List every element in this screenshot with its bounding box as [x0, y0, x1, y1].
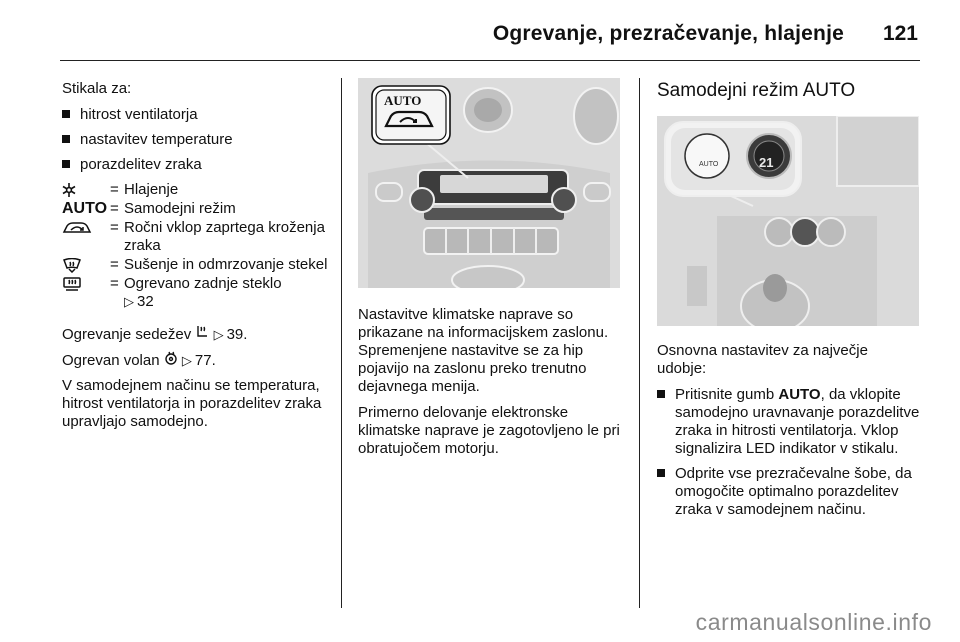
- page-header: [0, 0, 960, 62]
- recirculation-icon: [62, 219, 110, 237]
- controls-list: [62, 106, 334, 174]
- engine-paragraph: Primerno delovanje elektronske klimatske naprave je zagotovljeno le pri obratujočem motorju.: [358, 404, 620, 457]
- column-divider-1: [341, 78, 342, 608]
- rear-window-heat-icon: [62, 275, 110, 293]
- list-item: hitrost ventilatorja: [62, 106, 334, 124]
- column-left: [62, 80, 334, 431]
- heated-wheel-ref: Ogrevan volan ▷ 77.: [62, 352, 216, 369]
- auto-steps-list: [657, 386, 925, 519]
- list-item: porazdelitev zraka: [62, 156, 334, 174]
- list-item: Odprite vse prezračevalne šobe, da omogočite optimalno porazdelitev zraka v samodejnem načinu.: [657, 465, 925, 519]
- legend-row-cooling: = Hlajenje: [62, 181, 334, 199]
- page-ref-icon: ▷: [124, 294, 134, 309]
- page-ref-icon: ▷: [213, 327, 224, 342]
- list-item: nastavitev temperature: [62, 131, 334, 149]
- auto-mode-paragraph: V samodejnem načinu se temperatura, hitrost ventilatorja in porazdelitev zraka upravljajo samodejno.: [62, 377, 322, 430]
- column-middle: [358, 80, 626, 458]
- watermark: carmanualsonline.info: [695, 609, 932, 635]
- legend-row-auto: AUTO = Samodejni režim: [62, 200, 236, 217]
- page-number: 121: [882, 22, 918, 45]
- section-title: Samodejni režim AUTO: [657, 80, 856, 101]
- page-ref-icon: ▷: [181, 353, 192, 368]
- snowflake-icon: [62, 181, 110, 199]
- auto-symbol: AUTO: [62, 200, 108, 217]
- seat-heat-icon: [195, 326, 209, 343]
- temperature-knob-display: 21: [759, 155, 774, 170]
- page-title: Ogrevanje, prezračevanje, hlajenje: [492, 22, 844, 45]
- settings-paragraph: Nastavitve klimatske naprave so prikazane na informacijskem zaslonu. Spremenjene nastavitve se za hip pojavijo na zaslonu preko trenutno dejavnega menija.: [358, 306, 609, 395]
- auto-badge: AUTO: [384, 93, 422, 108]
- list-item: Pritisnite gumb AUTO, da vklopite samodejno uravnavanje porazdelitve zraka in hitrosti ventilatorja. Vklop signalizira LED indikator v stikalu.: [657, 386, 925, 458]
- column-divider-2: [639, 78, 640, 608]
- legend-row-rear-window: = Ogrevano zadnje steklo ▷ 32: [62, 275, 334, 311]
- steering-wheel-heat-icon: [164, 352, 178, 369]
- windscreen-defrost-icon: [62, 256, 110, 274]
- symbol-legend: [62, 181, 334, 311]
- legend-row-recirculation: = Ročni vklop zaprtega kroženja zraka: [62, 219, 334, 255]
- auto-button-label: AUTO: [699, 161, 719, 168]
- legend-row-defrost: = Sušenje in odmrzovanje stekel: [62, 256, 334, 274]
- auto-control-figure: [657, 116, 919, 326]
- climate-panel-figure: [358, 78, 620, 288]
- auto-intro: Osnovna nastavitev za največje udobje:: [657, 342, 868, 377]
- seat-heating-ref: Ogrevanje sedežev ▷ 39.: [62, 326, 248, 343]
- controls-intro: Stikala za:: [62, 80, 132, 97]
- column-right: [657, 80, 925, 526]
- header-divider: [60, 60, 920, 61]
